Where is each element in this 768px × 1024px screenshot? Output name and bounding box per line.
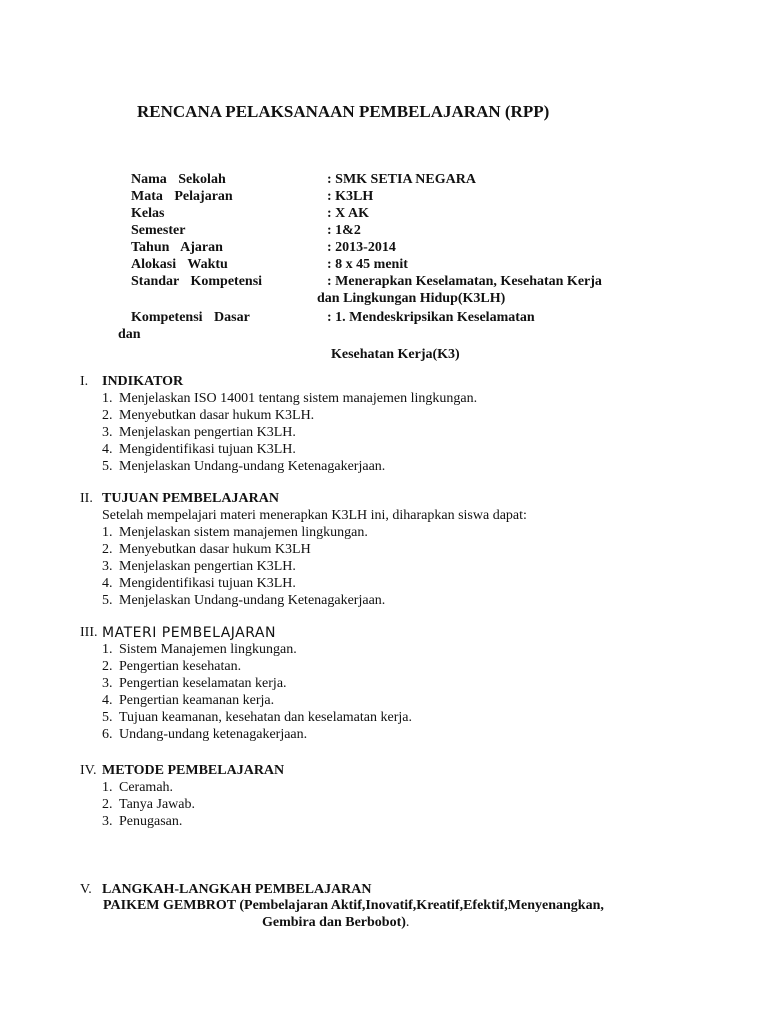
info-label: Nama Sekolah [131, 172, 226, 187]
info-row-basic-competence-cont2 [131, 347, 651, 364]
materi-list [80, 642, 720, 744]
item-text: Menjelaskan Undang-undang Ketenagakerjaan. [119, 593, 386, 608]
item-text: Sistem Manajemen lingkungan. [119, 642, 297, 657]
list-item [80, 797, 720, 814]
info-value-continuation: dan Lingkungan Hidup(K3LH) [317, 291, 506, 306]
item-number: 1. [102, 642, 113, 657]
info-row-subject [131, 189, 651, 206]
list-item [80, 408, 720, 425]
section-title: MATERI PEMBELAJARAN [102, 625, 276, 641]
item-text: Menyebutkan dasar hukum K3LH. [119, 408, 315, 423]
item-text: Tujuan keamanan, kesehatan dan keselamatan kerja. [119, 710, 412, 725]
item-number: 5. [102, 459, 113, 474]
list-item [80, 542, 720, 559]
item-number: 6. [102, 727, 113, 742]
item-number: 1. [102, 525, 113, 540]
item-text: Pengertian kesehatan. [119, 659, 242, 674]
info-row-basic-competence [131, 310, 651, 327]
paikem-line-1: PAIKEM GEMBROT (Pembelajaran Aktif,Inovatif,Kreatif,Efektif,Menyenangkan, [103, 898, 604, 913]
document-title: RENCANA PELAKSANAAN PEMBELAJARAN (RPP) [137, 102, 550, 121]
list-item [80, 391, 720, 408]
section-materi [80, 625, 720, 744]
info-row-standard-cont [131, 291, 651, 308]
item-number: 1. [102, 391, 113, 406]
info-value: : 1&2 [327, 223, 361, 238]
item-text: Pengertian keamanan kerja. [119, 693, 275, 708]
item-number: 2. [102, 408, 113, 423]
section-number: V. [80, 882, 92, 897]
section-title: TUJUAN PEMBELAJARAN [102, 491, 279, 506]
list-item [80, 814, 720, 831]
item-text: Menjelaskan ISO 14001 tentang sistem manajemen lingkungan. [119, 391, 478, 406]
info-value: : 1. Mendeskripsikan Keselamatan [327, 310, 535, 325]
section-number: II. [80, 491, 93, 506]
item-text: Mengidentifikasi tujuan K3LH. [119, 576, 296, 591]
info-value: : 8 x 45 menit [327, 257, 408, 272]
info-value: : K3LH [327, 189, 374, 204]
info-row-class [131, 206, 651, 223]
item-text: Pengertian keselamatan kerja. [119, 676, 287, 691]
info-value: : Menerapkan Keselamatan, Kesehatan Kerja [327, 274, 602, 289]
paikem-line-2-period: . [405, 915, 410, 930]
list-item [80, 642, 720, 659]
info-row-standard [131, 274, 651, 291]
info-label: Semester [131, 223, 186, 238]
section-heading [80, 374, 720, 391]
section-heading [80, 491, 720, 508]
list-item [80, 593, 720, 610]
info-row-semester [131, 223, 651, 240]
section-number: IV. [80, 763, 97, 778]
info-label-continuation: dan [118, 327, 141, 342]
list-item [80, 525, 720, 542]
section-heading [80, 625, 720, 642]
item-text: Penugasan. [119, 814, 183, 829]
section-title: INDIKATOR [102, 374, 184, 389]
item-number: 3. [102, 676, 113, 691]
list-item [80, 459, 720, 476]
info-value: : SMK SETIA NEGARA [327, 172, 476, 187]
list-item [80, 559, 720, 576]
item-text: Ceramah. [119, 780, 174, 795]
item-number: 1. [102, 780, 113, 795]
section-heading [80, 763, 720, 780]
item-text: Menjelaskan sistem manajemen lingkungan. [119, 525, 368, 540]
section-heading [80, 882, 720, 899]
item-text: Mengidentifikasi tujuan K3LH. [119, 442, 296, 457]
metode-list [80, 780, 720, 831]
section-langkah [80, 882, 720, 899]
info-row-school [131, 172, 651, 189]
info-value: : 2013-2014 [327, 240, 396, 255]
list-item [80, 780, 720, 797]
info-row-time [131, 257, 651, 274]
list-item [80, 425, 720, 442]
indikator-list [80, 391, 720, 476]
list-item [80, 659, 720, 676]
item-number: 4. [102, 693, 113, 708]
item-text: Menjelaskan pengertian K3LH. [119, 425, 296, 440]
section-number: III. [80, 625, 98, 640]
item-text: Menjelaskan pengertian K3LH. [119, 559, 296, 574]
section-indikator [80, 374, 720, 476]
list-item [80, 693, 720, 710]
list-item [80, 710, 720, 727]
info-block [118, 172, 651, 364]
item-number: 5. [102, 710, 113, 725]
section-tujuan [80, 491, 720, 610]
item-text: Menjelaskan Undang-undang Ketenagakerjaan. [119, 459, 386, 474]
info-row-year [131, 240, 651, 257]
item-number: 3. [102, 425, 113, 440]
list-item [80, 576, 720, 593]
section-title: METODE PEMBELAJARAN [102, 763, 285, 778]
section-intro: Setelah mempelajari materi menerapkan K3LH ini, diharapkan siswa dapat: [102, 508, 527, 523]
item-text: Undang-undang ketenagakerjaan. [119, 727, 308, 742]
section-number: I. [80, 374, 89, 389]
info-label: Kompetensi Dasar [131, 310, 250, 325]
section-title: LANGKAH-LANGKAH PEMBELAJARAN [102, 882, 372, 897]
paikem-line-2 [262, 915, 409, 931]
info-label: Standar Kompetensi [131, 274, 263, 289]
info-label: Mata Pelajaran [131, 189, 233, 204]
item-number: 5. [102, 593, 113, 608]
list-item [80, 676, 720, 693]
info-label: Kelas [131, 206, 165, 221]
item-number: 4. [102, 576, 113, 591]
tujuan-list [80, 525, 720, 610]
list-item [80, 727, 720, 744]
info-label: Tahun Ajaran [131, 240, 223, 255]
item-number: 3. [102, 559, 113, 574]
info-label: Alokasi Waktu [131, 257, 228, 272]
item-number: 3. [102, 814, 113, 829]
info-value: : X AK [327, 206, 369, 221]
info-row-basic-competence-cont [118, 327, 651, 344]
item-number: 2. [102, 542, 113, 557]
item-number: 2. [102, 659, 113, 674]
item-number: 4. [102, 442, 113, 457]
item-number: 2. [102, 797, 113, 812]
list-item [80, 442, 720, 459]
info-value-continuation: Kesehatan Kerja(K3) [331, 347, 460, 362]
item-text: Tanya Jawab. [119, 797, 195, 812]
paikem-line-2-text: Gembira dan Berbobot) [262, 915, 406, 930]
item-text: Menyebutkan dasar hukum K3LH [119, 542, 311, 557]
section-metode [80, 763, 720, 831]
